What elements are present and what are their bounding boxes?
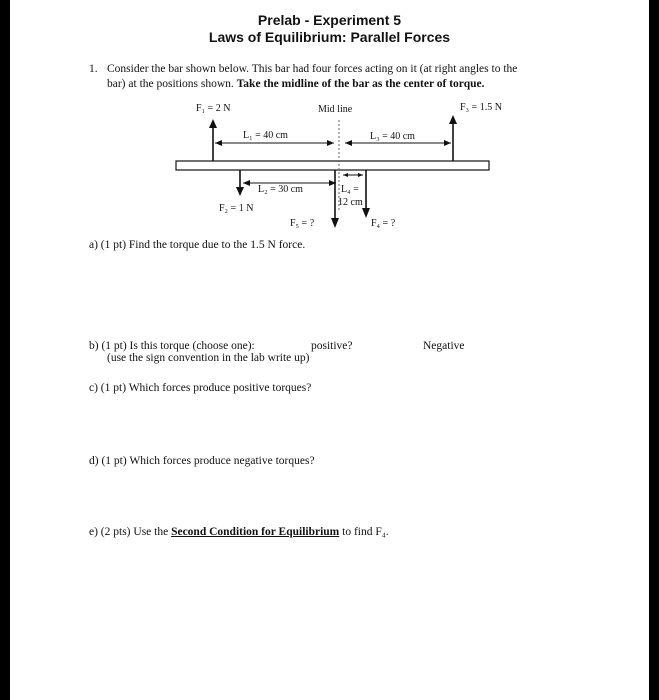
f4-label: F₄ = ? — [371, 218, 396, 229]
midline-label: Mid line — [318, 104, 353, 115]
part-a-text: a) (1 pt) Find the torque due to the 1.5 N force. — [89, 239, 306, 251]
l2-label: L₂ = 30 cm — [258, 184, 303, 195]
part-e-underlined-term: Second Condition for Equilibrium — [171, 526, 340, 538]
question-text-line2-bold: Take the midline of the bar as the center of torque. — [236, 78, 485, 90]
question-number: 1. — [89, 63, 98, 75]
f1-label: F₁ = 2 N — [196, 103, 231, 114]
part-b-note: (use the sign convention in the lab write up) — [107, 352, 310, 364]
l4-label-line2: 12 cm — [338, 197, 363, 208]
l3-arrow-left — [345, 140, 352, 146]
l3-arrow-right — [444, 140, 451, 146]
part-c-text: c) (1 pt) Which forces produce positive torques? — [89, 382, 312, 394]
l3-label: L₃ = 40 cm — [370, 131, 415, 142]
l1-arrow-right — [327, 140, 334, 146]
f2-label: F₂ = 1 N — [219, 203, 254, 214]
page-title: Prelab - Experiment 5 — [257, 12, 402, 28]
part-e-prefix: e) (2 pts) Use the — [89, 526, 172, 538]
question-text-line1: Consider the bar shown below. This bar had four forces acting on it (at right angles to the — [107, 63, 518, 75]
f4-arrow-head — [362, 208, 370, 218]
part-d-text: d) (1 pt) Which forces produce negative torques? — [89, 455, 315, 467]
f5-label: F₅ = ? — [290, 218, 315, 229]
f5-arrow-head — [331, 218, 339, 228]
part-b-text: b) (1 pt) Is this torque (choose one): — [89, 340, 255, 352]
l1-label: L₁ = 40 cm — [243, 130, 288, 141]
l4-arrow-right — [358, 173, 363, 177]
bar — [176, 161, 489, 170]
l2-arrow-left — [243, 180, 250, 186]
f3-label: F₃ = 1.5 N — [460, 102, 502, 113]
l1-arrow-left — [215, 140, 222, 146]
l4-arrow-left — [343, 173, 348, 177]
part-b-negative-option: Negative — [423, 340, 465, 352]
part-e-text — [89, 526, 389, 538]
f2-arrow-head — [236, 187, 244, 196]
question-text-line2-plain: bar) at the positions shown. — [107, 78, 237, 90]
l4-label-line1: L₄ = — [341, 184, 359, 195]
f3-arrow-head — [449, 115, 457, 124]
force-diagram — [0, 0, 659, 260]
f1-arrow-head — [209, 119, 217, 128]
part-b-positive-option: positive? — [311, 340, 353, 352]
part-e-suffix: to find F₄. — [339, 526, 389, 538]
page-subtitle: Laws of Equilibrium: Parallel Forces — [208, 29, 451, 45]
